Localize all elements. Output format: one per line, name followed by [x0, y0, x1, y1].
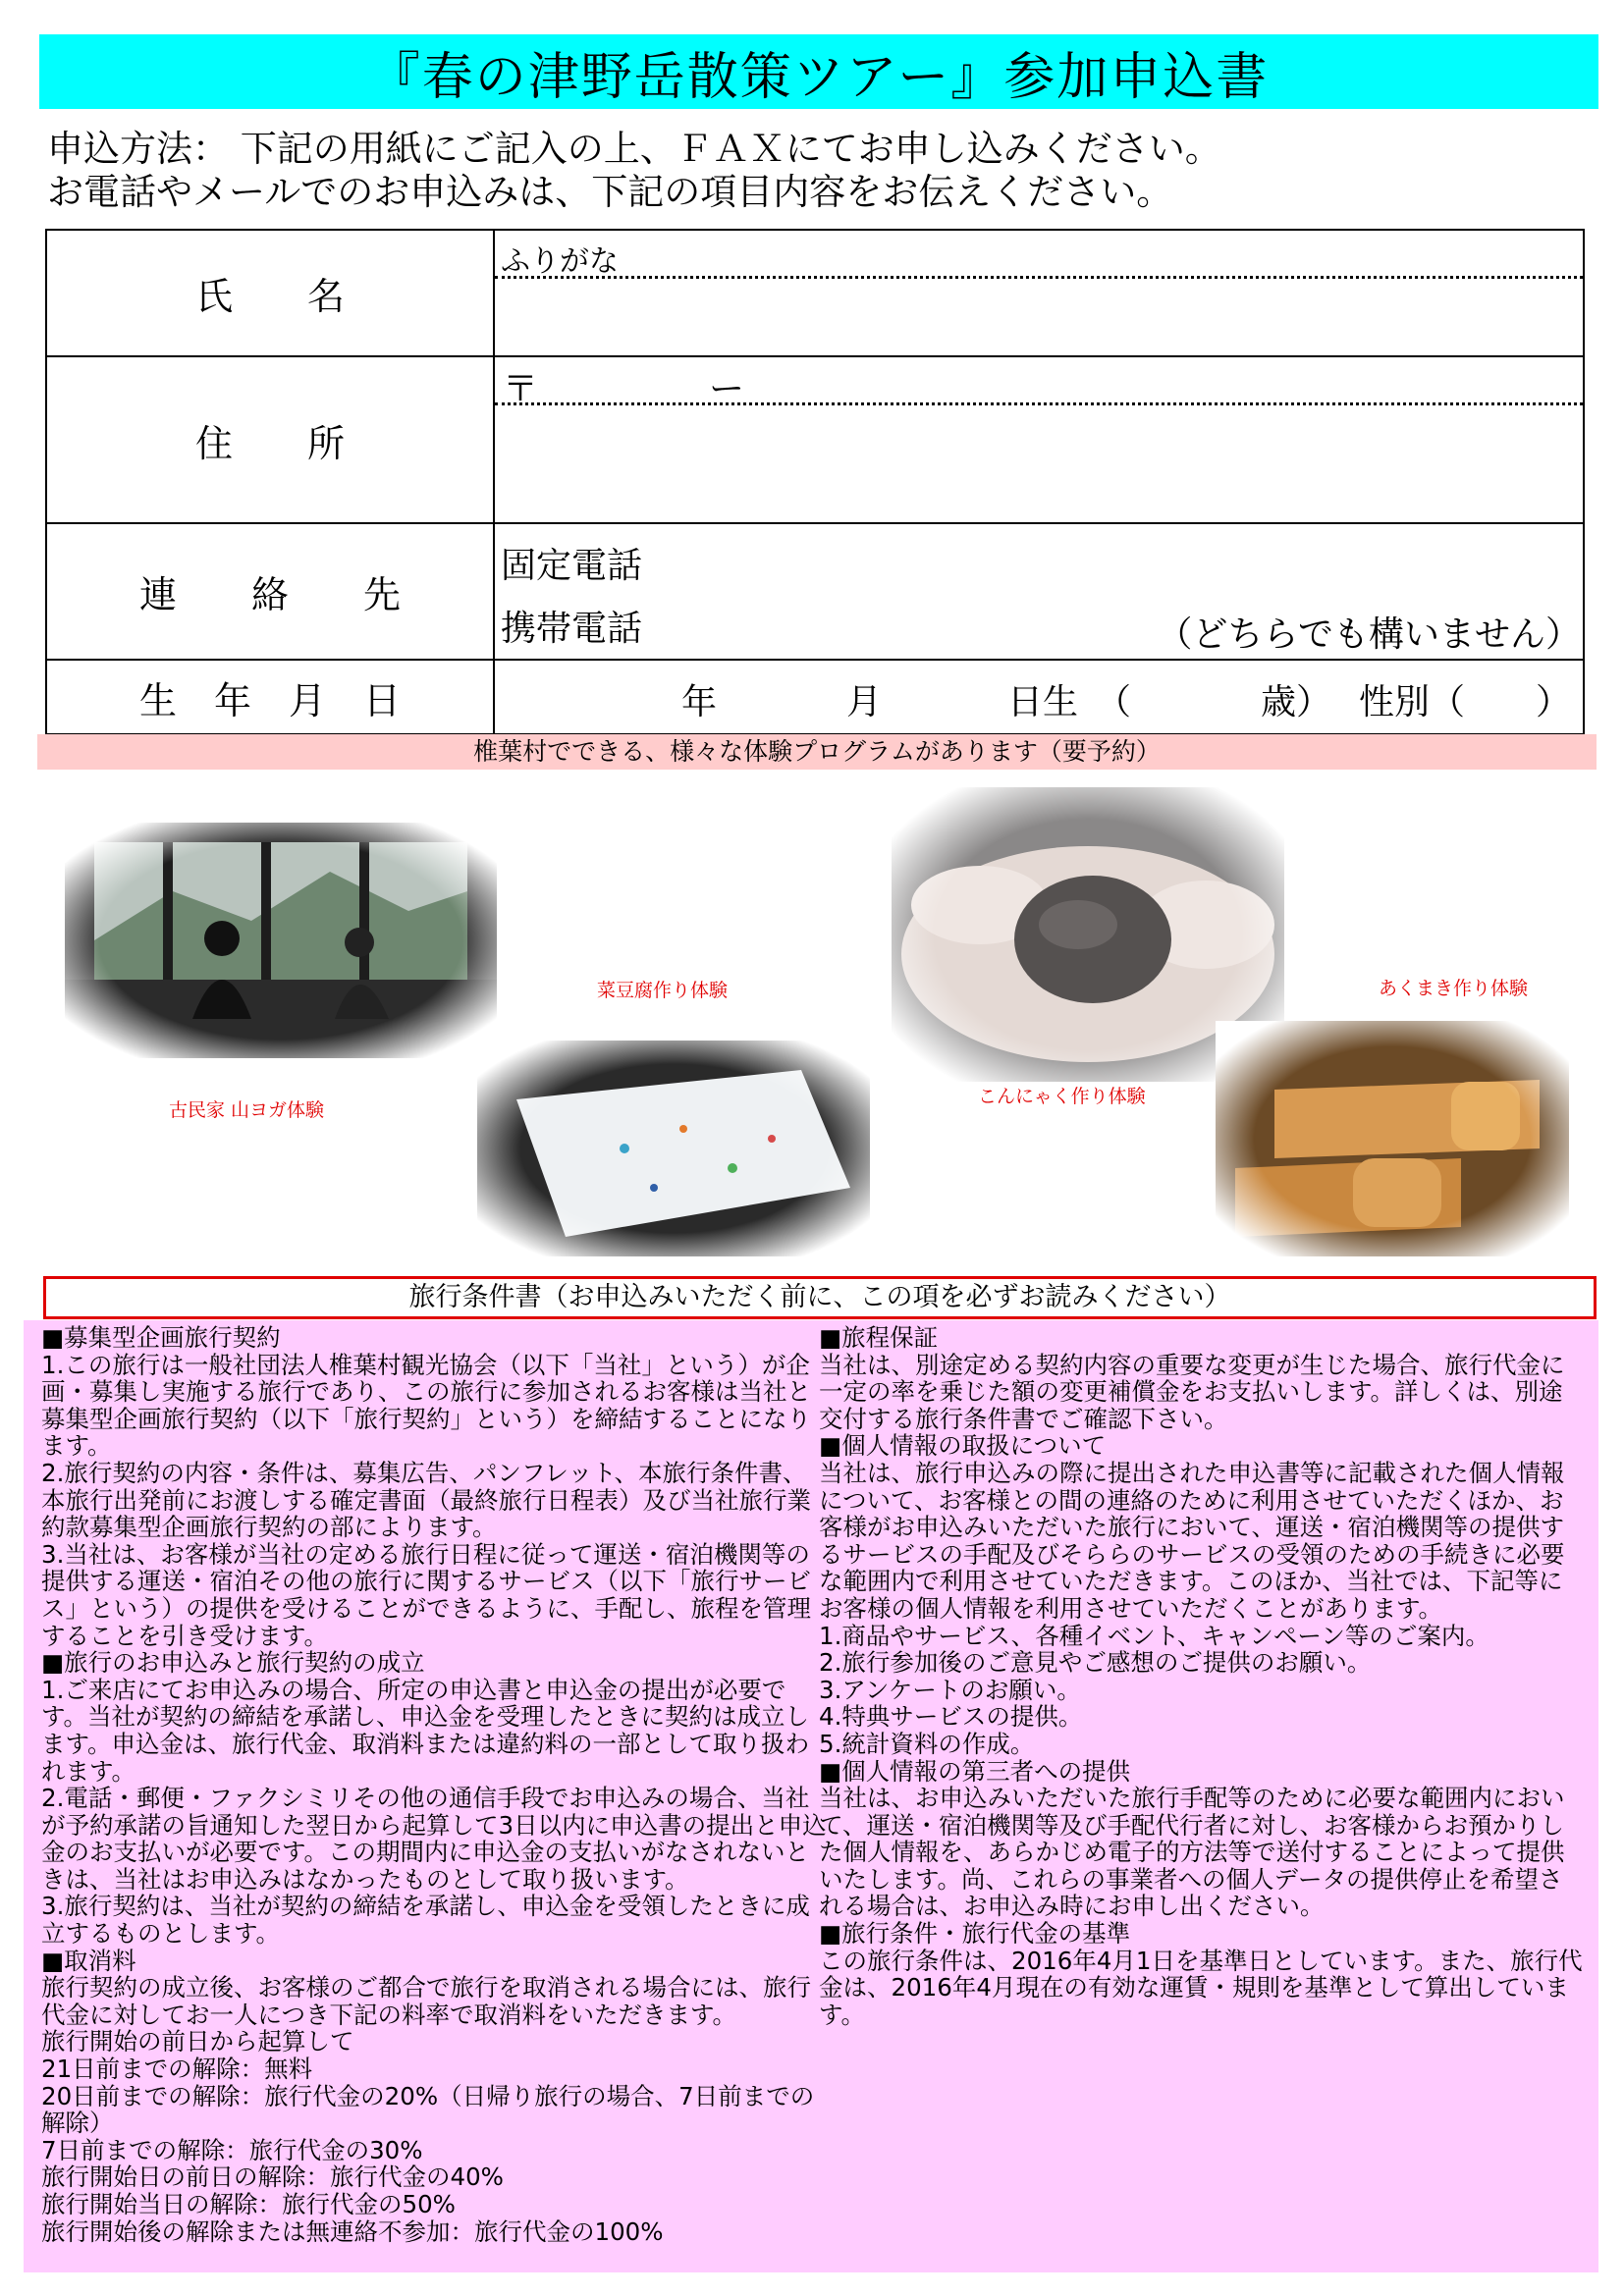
furigana-divider [495, 276, 1583, 279]
birthdate-field[interactable] [494, 660, 1584, 734]
left-paragraph: 2.電話・郵便・ファクシミリその他の通信手段でお申込みの場合、当社が予約承諾の旨通知した翌日から起算して3日以内に申込書の提出と申込金のお支払いが必要です。この期間内に申込金の支払いがなされないときは、当社はお申込みはなかったものとして取り扱います。 [41, 1784, 827, 1894]
right-paragraph: 当社は、お申込みいただいた旅行手配等のために必要な範囲内において、運送・宿泊機関等及び手配代行者に対し、お客様からお預かりした個人情報を、あらかじめ電子的方法等で送付することによって提供いたします。尚、これらの事業者への個人データの提供停止を希望される場合は、お申込み時にお申し出ください。 [819, 1784, 1565, 1921]
akumaki-caption: あくまき作り体験 [1379, 978, 1529, 999]
left-paragraph: 2.旅行契約の内容・条件は、募集広告、パンフレット、本旅行条件書、本旅行出発前にお渡しする確定書面（最終旅行日程表）及び当社旅行業約款募集型企画旅行契約の部によります。 [41, 1458, 811, 1542]
right-paragraph: この旅行条件は、2016年4月1日を基準日としています。また、旅行代金は、2016年4月現在の有効な運賃・規則を基準として算出しています。 [819, 1946, 1583, 2029]
left-paragraph: 1.この旅行は一般社団法人椎葉村観光協会（以下「当社」という）が企画・募集し実施する旅行であり、この旅行に参加されるお客様は当社と募集型企画旅行契約（以下「旅行契約」という）を締結することになります。 [41, 1350, 811, 1461]
experience-banner: 椎葉村でできる、様々な体験プログラムがあります（要予約） [37, 734, 1597, 770]
left-heading-cancellation: ■取消料 [41, 1946, 136, 1975]
contact-label: 連 絡 先 [46, 523, 494, 660]
yoga-photo [65, 823, 497, 1058]
cancellation-rate: 旅行開始当日の解除：旅行代金の50% [41, 2190, 456, 2218]
address-field[interactable] [494, 356, 1584, 523]
privacy-use-item: 4.特典サービスの提供。 [819, 1702, 1083, 1732]
address-label: 住 所 [46, 356, 494, 523]
left-paragraph: 3.旅行契約は、当社が契約の締結を承諾し、申込金を受領したときに成立するものとします。 [41, 1892, 810, 1949]
privacy-use-item: 3.アンケートのお願い。 [819, 1675, 1081, 1704]
postal-divider [495, 402, 1583, 405]
either-note: （どちらでも構いません） [1157, 614, 1581, 655]
left-heading-contract: ■募集型企画旅行契約 [41, 1323, 281, 1352]
day-label: 日生 （ [1007, 682, 1132, 722]
right-paragraph: 当社は、旅行申込みの際に提出された申込書等に記載された個人情報について、お客様との間の連絡のために利用させていただくほか、お客様がお申込みいただいた旅行において、運送・宿泊機関等の提供するサービスの手配及びそららのサービスの受領のための手続きに必要な範囲内で利用させていただきます。このほか、当社では、下記等にお客様の個人情報を利用させていただくことがあります。 [819, 1458, 1565, 1623]
contact-field[interactable] [494, 523, 1584, 660]
right-paragraph: 当社は、別途定める契約内容の重要な変更が生じた場合、旅行代金に一定の率を乗じた額の変更補償金をお支払いします。詳しくは、別途交付する旅行条件書でご確認下さい。 [819, 1350, 1565, 1433]
gender-label: 性別（ ） [1359, 682, 1572, 722]
mobile-label: 携帯電話 [501, 609, 643, 649]
left-paragraph: 1.ご来店にてお申込みの場合、所定の申込書と申込金の提出が必要です。当社が契約の締結を承諾し、申込金を受理したときに契約は成立します。申込金は、旅行代金、取消料または違約料の一部として取り扱われます。 [41, 1675, 810, 1786]
right-heading-privacy: ■個人情報の取扱について [819, 1431, 1107, 1461]
cancellation-rate: 旅行開始後の解除または無連絡不参加：旅行代金の100% [41, 2216, 664, 2246]
right-heading-basis: ■旅行条件・旅行代金の基準 [819, 1919, 1131, 1949]
application-method [47, 128, 1598, 214]
left-paragraph: 旅行開始の前日から起算して [41, 2027, 354, 2056]
conditions-left-column [41, 1324, 827, 2245]
name-label: 氏 名 [46, 230, 494, 356]
privacy-use-item: 1.商品やサービス、各種イベント、キャンペーン等のご案内。 [819, 1621, 1489, 1650]
cancellation-rate: 20日前までの解除：旅行代金の20%（日帰り旅行の場合、7日前までの解除） [41, 2081, 815, 2138]
method-line-1: 申込方法： 下記の用紙にご記入の上、ＦＡＸにてお申し込みください。 [47, 128, 1221, 170]
left-paragraph: 旅行契約の成立後、お客様のご都合で旅行を取消される場合には、旅行代金に対してお一人につき下記の料率で取消料をいただきます。 [41, 1973, 811, 2029]
method-line-2: お電話やメールでのお申込みは、下記の項目内容をお伝えください。 [47, 171, 1173, 213]
application-form [45, 229, 1585, 735]
conditions-header: 旅行条件書（お申込みいただく前に、この項を必ずお読みください） [43, 1276, 1597, 1319]
postal-dash: ー [709, 369, 745, 409]
tofu-caption: 菜豆腐作り体験 [597, 980, 729, 1001]
age-label: 歳） [1261, 682, 1332, 722]
left-paragraph: 3.当社は、お客様が当社の定める旅行日程に従って運送・宿泊機関等の提供する運送・宿泊その他の旅行に関するサービス（以下「旅行サービス」という）の提供を受けることができるように、手配し、旅程を管理することを引き受けます。 [41, 1539, 811, 1650]
postal-mark: 〒 [503, 369, 539, 409]
furigana-label: ふりがな [501, 244, 619, 279]
left-heading-application: ■旅行のお申込みと旅行契約の成立 [41, 1648, 425, 1678]
yoga-caption: 古民家 山ヨガ体験 [169, 1099, 325, 1121]
konnyaku-caption: こんにゃく作り体験 [978, 1086, 1146, 1107]
cancellation-rate: 7日前までの解除：旅行代金の30% [41, 2135, 423, 2164]
year-label: 年 [681, 682, 718, 722]
privacy-use-item: 5.統計資料の作成。 [819, 1729, 1035, 1758]
privacy-use-item: 2.旅行参加後のご意見やご感想のご提供のお願い。 [819, 1648, 1372, 1678]
month-label: 月 [846, 682, 883, 722]
birthdate-label: 生 年 月 日 [46, 660, 494, 734]
page-title: 『春の津野岳散策ツアー』参加申込書 [39, 34, 1598, 109]
tofu-photo [477, 1041, 870, 1256]
conditions-body [24, 1320, 1598, 2272]
landline-label: 固定電話 [501, 546, 643, 586]
right-heading-third-party: ■個人情報の第三者への提供 [819, 1756, 1131, 1786]
name-field[interactable] [494, 230, 1584, 356]
cancellation-rate: 21日前までの解除：無料 [41, 2055, 313, 2084]
cancellation-rate: 旅行開始日の前日の解除：旅行代金の40% [41, 2163, 504, 2192]
conditions-right-column [819, 1324, 1585, 2028]
right-heading-guarantee: ■旅程保証 [819, 1323, 939, 1352]
akumaki-photo [1216, 1021, 1569, 1256]
